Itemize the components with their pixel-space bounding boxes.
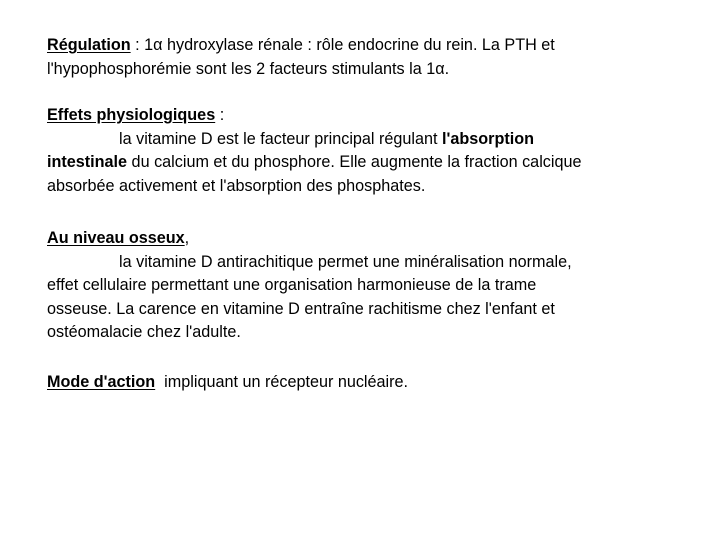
regulation-text-line2: l'hypophosphorémie sont les 2 facteurs stimulants la 1 — [47, 59, 436, 78]
heading-mode: Mode d'action — [47, 373, 156, 391]
osseux-text-line3: osseuse. La carence en vitamine D entraîne rachitisme chez l'enfant et — [47, 299, 555, 318]
paragraph-osseux — [47, 227, 687, 345]
heading-regulation: Régulation — [47, 36, 131, 54]
paragraph-regulation — [47, 34, 687, 81]
alpha-symbol: α — [435, 59, 445, 78]
heading-effets: Effets physiologiques — [47, 106, 216, 124]
effets-text-line1: la vitamine D est le facteur principal régulant — [119, 129, 443, 148]
effets-text-line3: absorbée activement et l'absorption des phosphates. — [47, 176, 426, 195]
osseux-text-line1: la vitamine D antirachitique permet une minéralisation normale, — [119, 252, 572, 271]
regulation-separator: : 1 — [130, 36, 154, 54]
paragraph-effets — [47, 104, 687, 198]
effets-separator: : — [215, 106, 225, 124]
effets-text-line2: du calcium et du phosphore. Elle augmente la fraction calcique — [127, 153, 582, 171]
effets-bold-intestinale: intestinale — [47, 153, 128, 171]
regulation-text-line1: hydroxylase rénale : rôle endocrine du rein. La PTH et — [162, 36, 555, 54]
paragraph-mode — [47, 371, 687, 395]
heading-osseux: Au niveau osseux — [47, 229, 185, 247]
osseux-separator: , — [184, 229, 190, 247]
mode-text: impliquant un récepteur nucléaire. — [155, 373, 409, 391]
effets-bold-absorption: l'absorption — [442, 129, 534, 148]
alpha-symbol: α — [153, 36, 163, 54]
osseux-text-line4: ostéomalacie chez l'adulte. — [47, 323, 241, 341]
regulation-text-end: . — [444, 59, 450, 78]
osseux-text-line2: effet cellulaire permettant une organisation harmonieuse de la trame — [47, 276, 537, 294]
